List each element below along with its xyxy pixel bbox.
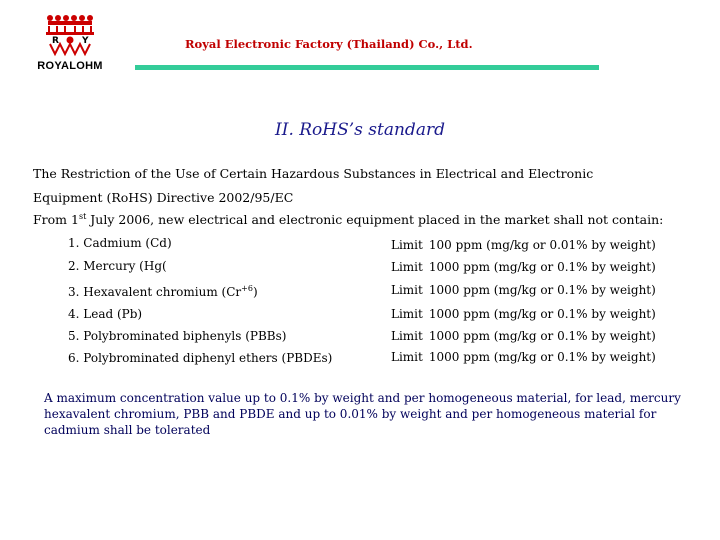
logo-wordmark: ROYALOHM (37, 60, 103, 72)
substance-name: 4. Lead (Pb) (68, 307, 143, 321)
page-title: II. RoHS’s standard (275, 120, 445, 140)
intro-line-3-sup: st (78, 212, 87, 221)
royal-crest-icon (30, 12, 110, 60)
intro-line-3-pre: From 1 (33, 212, 79, 227)
intro-line-3 (33, 212, 663, 227)
substance-limit: Limit 1000 ppm (mg/kg or 0.1% by weight) (391, 307, 656, 321)
intro-line-1: The Restriction of the Use of Certain Hazardous Substances in Electrical and Electronic (33, 166, 594, 181)
royalohm-logo (30, 12, 110, 76)
substance-limit: Limit 1000 ppm (mg/kg or 0.1% by weight) (391, 350, 656, 364)
substance-name: 1. Cadmium (Cd) (68, 236, 172, 250)
note-line-1: A maximum concentration value up to 0.1% by weight and per homogeneous material, for lead, mercury (44, 391, 681, 405)
substance-limit: Limit 1000 ppm (mg/kg or 0.1% by weight) (391, 283, 656, 297)
substance-name: 6. Polybrominated diphenyl ethers (PBDEs) (68, 351, 333, 365)
intro-line-3-post: July 2006, new electrical and electronic equipment placed in the market shall not contain: (86, 212, 664, 227)
substance-limit: Limit 100 ppm (mg/kg or 0.01% by weight) (391, 238, 656, 252)
svg-text:Y: Y (82, 36, 89, 46)
substance-name: 3. Hexavalent chromium $(Cr^{+6})$ (68, 284, 258, 299)
substance-name: 5. Polybrominated biphenyls (PBBs) (68, 329, 287, 343)
company-name: Royal Electronic Factory (Thailand) Co., Ltd. (185, 37, 473, 51)
substance-limit: Limit 1000 ppm (mg/kg or 0.1% by weight) (391, 329, 656, 343)
note-line-2: hexavalent chromium, PBB and PBDE and up to 0.01% by weight and per homogeneous material for (44, 407, 657, 421)
header-rule (135, 65, 599, 70)
svg-text:R: R (52, 36, 59, 46)
note-line-3: cadmium shall be tolerated (44, 423, 211, 437)
substance-name: 2. Mercury (Hg( (68, 259, 167, 273)
tolerance-note (44, 390, 684, 438)
substance-limit: Limit 1000 ppm (mg/kg or 0.1% by weight) (391, 260, 656, 274)
intro-line-2: Equipment (RoHS) Directive 2002/95/EC (33, 190, 294, 205)
